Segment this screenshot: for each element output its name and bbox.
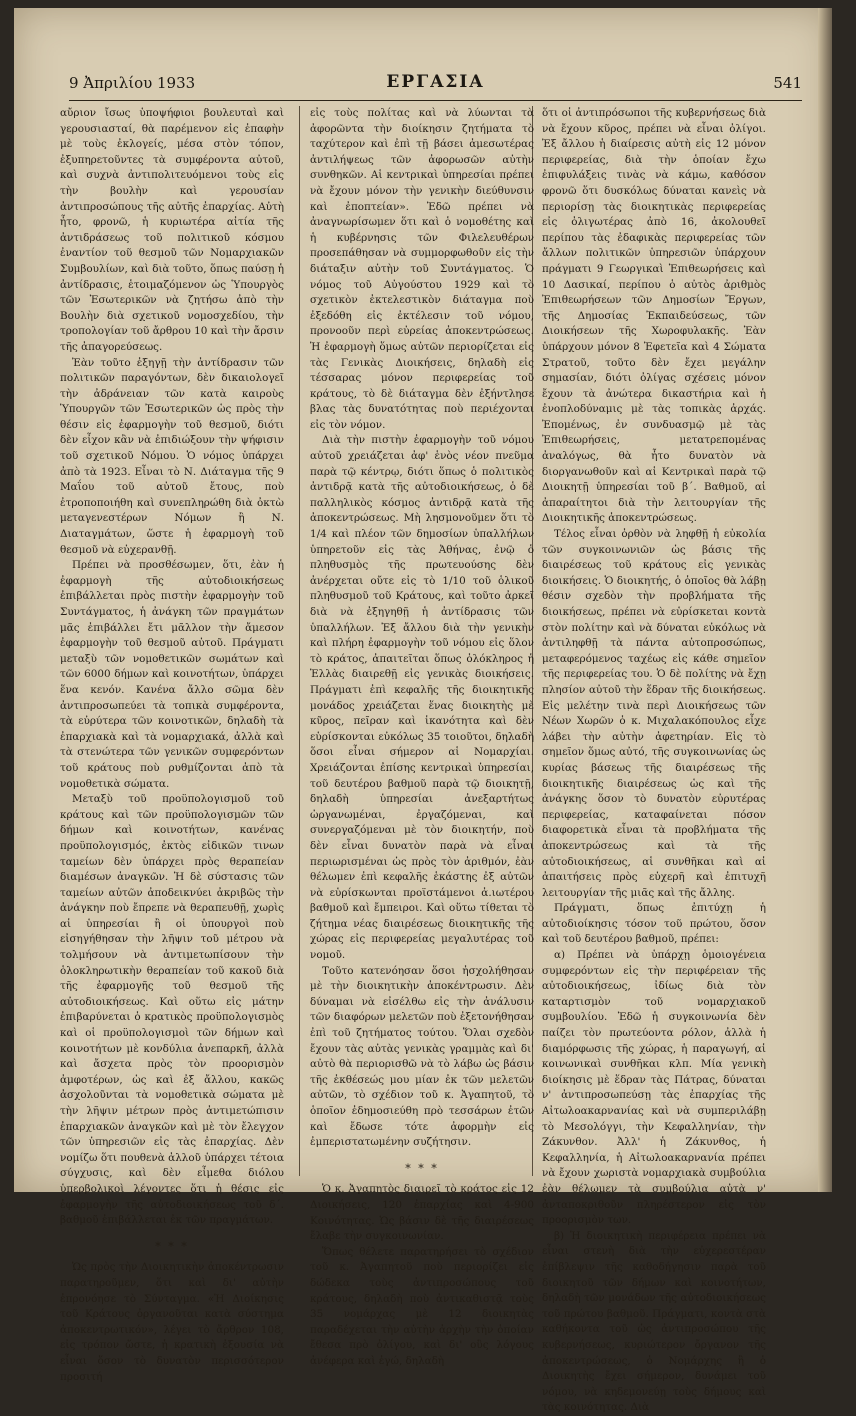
paragraph: Πρέπει νὰ προσθέσωμεν, ὅτι, ἐὰν ἡ ἐφαρμογὴ τῆς αὐτοδιοικήσεως ἐπιβάλλεται πρὸς πιστὴν ἐφαρμογὴν τοῦ Συντάγματος, ἡ ἀνάγκη τῶν πραγμάτων μᾶς ἐπιβάλλει ἔτι μᾶλλον τὴν ἄμεσον ἐφαρμογὴν τοῦ θεσμοῦ αὐτοῦ. Πράγματι μεταξὺ τῶν νομοθετικῶν σωμάτων καὶ τῶν 6000 δήμων καὶ κοινοτήτων, ὑπάρχει ἕνα κενόν. Κανένα ἄλλο σῶμα δὲν ἀντιπροσωπεύει τὰ τοπικὰ συμφέροντα, τὰ εὐρύτερα τῶν κοινοτικῶν, δηλαδὴ τὰ ἐπαρχιακὰ καὶ τὰ νομαρχιακά, ἀλλὰ καὶ τὰ στενώτερα τῶν γενικῶν συμφερόντων τοῦ κράτους ποὺ ρυθμίζονται ἀπὸ τὰ νομοθετικὰ σώματα. bbox=[60, 559, 284, 790]
header-date: 9 Ἀπριλίου 1933 bbox=[69, 74, 196, 92]
paragraph: Μεταξὺ τοῦ προϋπολογισμοῦ τοῦ κράτους καὶ τῶν προϋπολογισμῶν τῶν δήμων καὶ κοινοτήτων, κανένας προϋπολογισμός, ἐκτὸς εἰδικῶν τινων ταμείων δὲν ὑπάρχει πρὸς θεραπείαν διαμέσων ἀναγκῶν. Ἡ δὲ σύστασις τῶν ταμείων αὐτῶν ἀποδεικνύει ἀκριβῶς τὴν ἀνάγκην ποὺ ἔπρεπε νὰ θεραπευθῇ, χωρὶς αἱ ὑπηρεσίαι ἢ οἱ ὑπουργοὶ ποὺ εἰσηγήθησαν τὴν λῆψιν τοῦ μέτρου νὰ τολμήσουν νὰ ἀντιμετωπίσουν τὴν ὁλοκληρωτικὴν θεραπείαν τοῦ κακοῦ διὰ τῆς ἐφαρμογῆς τοῦ θεσμοῦ τῆς αὐτοδιοικήσεως. Καὶ οὕτω εἰς μάτην ἐπιβαρύνεται ὁ κρατικὸς προϋπολογισμὸς καὶ οἱ προϋπολογισμοὶ τῶν δήμων καὶ κοινοτήτων μὲ κονδύλια ἀνεπαρκῆ, ἀλλὰ καὶ ἄσχετα πρὸς τὸν προορισμὸν ἀμφοτέρων, ὡς καὶ ἐξ ἄλλου, κακῶς ἀσχολοῦνται τὰ νομοθετικὰ σώματα μὲ τὴν λῆψιν μέτρων πρὸς ἀντιμετώπισιν ἐπαρχιακῶν ἀναγκῶν καὶ μὲ τὸν ἔλεγχον τῶν ὑπηρεσιῶν εἰς τὰς ἐπαρχίας. Δὲν νομίζω ὅτι πουθενὰ ἀλλοῦ ὑπάρχει τέτοια σύγχυσις, καὶ δὲν εἶμεθα διόλου ὑπερβολικοὶ λέγοντες ὅτι ἡ θέσις εἰς ἐφαρμογὴν τῆς αὐτοδιοικήσεως τοῦ δ΄. βαθμοῦ ἐπιβάλλεται ἐκ τῶν πραγμάτων. bbox=[60, 793, 284, 1227]
paragraph: ὅτι οἱ ἀντιπρόσωποι τῆς κυβερνήσεως διὰ νὰ ἔχουν κῦρος, πρέπει νὰ εἶναι ὀλίγοι. Ἐξ ἄλλου ἡ διαίρεσις αὐτὴ εἰς 12 μόνον περιφερείας, διὰ τὴν ὁποίαν ἔχω ἐπιφυλάξεις τινὰς νὰ κάμω, καθόσον φρονῶ ὅτι δυσκόλως δύναται κανεὶς νὰ περιορίσῃ τὰς διοικητικὰς περιφερείας εἰς ὀλιγωτέρας ἀπὸ 16, ἀκολουθεῖ περίπου τὰς ἐδαφικὰς περιφερείας τῶν ἄλλων πολιτικῶν ὑπηρεσιῶν ὑπάρχουν πράγματι 9 Γεωργικαὶ Ἐπιθεωρήσεις καὶ 10 Δασικαί, περίπου ὁ αὐτὸς ἀριθμὸς Ἐπιθεωρήσεων τῶν Δημοσίων Ἔργων, τῆς Δημοσίας Ἐκπαιδεύσεως, τῶν Διοικήσεων τῆς Χωροφυλακῆς. Ἐὰν ὑπάρχουν μόνον 8 Ἐφετεῖα καὶ 4 Σώματα Στρατοῦ, τοῦτο δὲν ἔχει μεγάλην σημασίαν, διότι ὀλίγας σχέσεις μόνον ἔχουν τὰ ἀνώτερα δικαστήρια καὶ ἡ ἐνοπλοδύναμις μὲ τὰς τοπικὰς ἀρχάς. Ἐπομένως, ἐν συνδυασμῷ μὲ τὰς Ἐπιθεωρήσεις, μετατρεπομένας ἀναλόγως, θὰ ἦτο δυνατὸν νὰ διοργανωθοῦν καὶ αἱ Κεντρικαὶ παρὰ τῷ Διοικητῇ ὑπηρεσίαι τοῦ β΄. Βαθμοῦ, αἱ ἀπαραίτητοι διὰ τὴν λειτουργίαν τῆς Διοικητικῆς ἀποκεντρώσεως. bbox=[542, 107, 766, 525]
page-edge-shadow bbox=[818, 8, 832, 1192]
paragraph: Τοῦτο κατενόησαν ὅσοι ἠσχολήθησαν μὲ τὴν διοικητικὴν ἀποκέντρωσιν. Δὲν δύναμαι νὰ εἰσέλθω εἰς τὴν ἀνάλυσιν τῶν διαφόρων μελετῶν ποὺ ἐξετονήθησαν ἐπὶ τοῦ ζητήματος τούτου. Ὅλαι σχεδὸν ἔχουν τὰς αὐτὰς γενικὰς γραμμὰς καὶ δι' αὐτὸ θὰ περιορισθῶ νὰ τὸ λάβω ὡς βάσιν τῆς ἐκθέσεώς μου μίαν ἐκ τῶν μελετῶν αὐτῶν, τὸ σχέδιον τοῦ κ. Ἀγαπητοῦ, τὸ ὁποῖον ἐδημοσιεύθη πρὸ τεσσάρων ἐτῶν καὶ ἔδωσε τότε ἀφορμὴν εἰς ἐμπεριστατωμένην συζήτησιν. bbox=[310, 964, 534, 1149]
text-column-3 bbox=[542, 106, 766, 1414]
paragraph: Πράγματι, ὅπως ἐπιτύχῃ ἡ αὐτοδιοίκησις τόσον τοῦ πρώτου, ὅσον καὶ τοῦ δευτέρου βαθμοῦ, πρέπει: bbox=[542, 902, 766, 946]
paragraph: Ὁ κ. Ἀγαπητὸς διαιρεῖ τὸ κράτος εἰς 12 Διοικήσεις, 120 ἐπαρχίας καὶ 4-900 Κοινότητας. Ὡς βάσιν δὲ τῆς διαιρέσεως ἔλαβε τὴν συγκοινωνίαν. bbox=[310, 1183, 534, 1243]
text-column-1 bbox=[60, 106, 284, 1383]
page-number: 541 bbox=[773, 74, 802, 92]
paragraph: Ὅπως θέλετε παρατηρήσει τὸ σχέδιον τοῦ κ. Ἀγαπητοῦ ποὺ περιορίζει εἰς δώδεκα τοὺς ἀντιπροσώπους τοῦ κράτους, δηλαδὴ ποὺ ἀντικαθιστᾷ τοὺς 35 νομάρχας μὲ 12 διοικητὰς παραδέχεται τὴν αὐτὴν ἀρχὴν τὴν ὁποίαν ἔθεσα πρὸ ὀλίγου, καὶ δι' οὓς λόγους ἀνέφερα καὶ ἐγώ, δηλαδὴ bbox=[310, 1245, 534, 1367]
section-separator: * * * bbox=[155, 1239, 189, 1253]
header-rule bbox=[69, 100, 802, 101]
section-separator: * * * bbox=[405, 1161, 439, 1175]
header-title: ΕΡΓΑΣΙΑ bbox=[386, 72, 485, 92]
paragraph: αὔριον ἴσως ὑποψήφιοι βουλευταὶ καὶ γερουσιασταί, θὰ παρέμενον εἰς ἐπαφὴν μὲ τοὺς ἐκλογείς, μέσα στὸν τόπον, ἐξυπηρετοῦντες τὰ συμφέροντα αὐτοῦ, καὶ συχνὰ ἀντιπολιτευόμενοι τοὺς εἰς τὴν βουλὴν καὶ γερουσίαν ἀντιπροσώπους τῆς αὐτῆς ἐπαρχίας. Αὐτὴ ἦτο, φρονῶ, ἡ κυριωτέρα αἰτία τῆς ἀντιδράσεως τοῦ πολιτικοῦ κόσμου ἐναντίον τοῦ θεσμοῦ τῶν Νομαρχιακῶν Συμβουλίων, καὶ διὰ τοῦτο, ὅπως παύσῃ ἡ ἀντίδρασις, ἑτοιμαζόμενον ὡς Ὑπουργὸς τῶν Ἐσωτερικῶν νὰ ζητήσω ἀπὸ τὴν Βουλὴν διὰ σχετικοῦ νομοσχεδίου, τὴν τροπολογίαν τοῦ ἄρθρου 10 καὶ τὴν ἄρσιν τῆς ἀπαγορεύσεως. bbox=[60, 107, 284, 353]
paragraph: Ὡς πρὸς τὴν Διοικητικὴν ἀποκέντρωσιν παρατηροῦμεν, ὅτι καὶ δι' αὐτὴν ἐπρονόησε τὸ Σύνταγμα. «Ἡ Διοίκησις τοῦ Κράτους ὀργανοῦται κατὰ σύστημα ἀποκεντρωτικόν», λέγει τὸ ἄρθρον 108, εἰς τρόπον ὥστε, ἡ κρατικὴ ἐξουσία νὰ εἶναι ὅσον τὸ δυνατὸν περισσότερον προσιτή bbox=[60, 1261, 284, 1383]
paragraph: Ἐὰν τοῦτο ἐξηγῇ τὴν ἀντίδρασιν τῶν πολιτικῶν παραγόντων, δὲν δικαιολογεῖ τὴν ἀδράνειαν τῶν κατὰ καιροὺς Ὑπουργῶν τῶν Ἐσωτερικῶν ὡς πρὸς τὴν θέσιν εἰς ἐφαρμογὴν τοῦ θεσμοῦ, διότι δὲν εἶχον κἂν νὰ ἐπιδιώξουν τὴν ψήφισιν τοῦ σχετικοῦ Νόμου. Ὁ νόμος ὑπάρχει ἀπὸ τὰ 1923. Εἶναι τὸ Ν. Διάταγμα τῆς 9 Μαΐου τοῦ αὐτοῦ ἔτους, ποὺ ἐτροποποιήθη καὶ συνεπληρώθη διὰ ὀκτὼ μεταγενεστέρων Νόμων ἢ Ν. Διαταγμάτων, ὥστε ἡ ἐφαρμογὴ τοῦ θεσμοῦ νὰ εὐχερανθῇ. bbox=[60, 356, 284, 556]
page-header bbox=[69, 74, 802, 98]
paragraph: Τέλος εἶναι ὀρθὸν νὰ ληφθῇ ἡ εὐκολία τῶν συγκοινωνιῶν ὡς βάσις τῆς διαιρέσεως τοῦ κράτους εἰς γενικὰς διοικήσεις. Ὁ διοικητής, ὁ ὁποῖος θὰ λάβῃ θέσιν σχεδὸν τὴν προβλήματα τῆς διοικήσεως, πρέπει νὰ εὑρίσκεται κοντὰ στὸν πολίτην καὶ νὰ δύναται εὐκόλως νὰ ἀντιληφθῇ τὰ πάντα αὐτοπροσώπως, μεταφερόμενος ταχέως εἰς κάθε σημεῖον τῆς περιφερείας του. Ὁ δὲ πολίτης νὰ ἔχῃ πλησίον αὐτοῦ τὴν ἕδραν τῆς διοικήσεως. Εἰς μελέτην τινὰ περὶ Διοικήσεως τῶν Νέων Χωρῶν ὁ κ. Μιχαλακόπουλος εἶχε λάβει τὴν αὐτὴν ἀφετηρίαν. Εἰς τὸ σημεῖον ὅμως αὐτό, τῆς συγκοινωνίας ὡς κυρίας βάσεως τῆς διαιρέσεως τῆς διοικητικῆς διαιρέσεως ὡς καὶ τῆς ἀνάγκης ὅσον τὸ δυνατὸν εὐρυτέρας περιφερείας, καταφαίνεται πόσον διαφορετικὰ εἶναι τὰ προβλήματα τῆς ἀποκεντρώσεως καὶ τὰ τῆς αὐτοδιοικήσεως, αἱ συνθῆκαι καὶ αἱ ἀπαιτήσεις πρὸς εὐχερῆ καὶ ἐπιτυχῆ λειτουργίαν τῆς μιᾶς καὶ τῆς ἄλλης. bbox=[542, 528, 766, 899]
paragraph: β) Ἡ διοικητικὴ περιφέρεια πρέπει νὰ εἶναι στενὴ διὰ τὴν εὐχερεστέραν ἐπίβλεψιν τῆς καθοδήγησιν παρὰ τοῦ διοικητοῦ τῶν δήμων καὶ κοινοτήτων, δηλαδὴ τῶν μονάδων τῆς αὐτοδιοικήσεως τοῦ πρώτου βαθμοῦ. Πράγματι, κοντὰ στὰ καθήκοντα τοῦ ὡς ἀντιπροσώπου τῆς κυβερνήσεως, κυριώτερον ὄργανον τῆς ἀποκεντρώσεως, ὁ Νομάρχης ἢ ὁ Διοικητὴς ἔχει σήμερον, δυνάμει τοῦ νόμου, νὰ κηδεμονεύῃ τοὺς δήμους καὶ τὰς κοινότητας. Διὰ bbox=[542, 1229, 766, 1414]
newspaper-page bbox=[14, 8, 832, 1414]
text-column-2 bbox=[310, 106, 534, 1367]
paragraph: Διὰ τὴν πιστὴν ἐφαρμογὴν τοῦ νόμου αὐτοῦ χρειάζεται ἀφ' ἑνὸς νέον πνεῦμα παρὰ τῷ κέντρῳ, διότι ὅπως ὁ πολιτικὸς ἀντιδρᾷ κατὰ τῆς αὐτοδιοικήσεως, ὁ δὲ παλληλικὸς κόσμος ἀντιδρᾷ κατὰ τῆς ἀποκεντρώσεως. Μὴ λησμονοῦμεν ὅτι τὸ 1/4 καὶ πλέον τῶν δημοσίων ὑπαλλήλων ὑπηρετοῦν εἰς τὰς Ἀθήνας, ἐνῷ ὁ πληθυσμὸς τῆς πρωτευούσης δὲν ἀνέρχεται οὔτε εἰς τὸ 1/10 τοῦ ὁλικοῦ πληθυσμοῦ τοῦ Κράτους, καὶ τοῦτο ἀρκεῖ διὰ νὰ ἐξηγηθῇ ἡ ἀντίδρασις τῶν ὑπαλλήλων. Ἐξ ἄλλου διὰ τὴν γενικὴν καὶ πλήρη ἐφαρμογὴν τοῦ νόμου εἰς ὅλον τὸ κράτος, ἀπαιτεῖται ὅπως ὁλόκληρος ἡ Ἑλλὰς διαιρεθῇ εἰς γενικὰς διοικήσεις. Πράγματι ἐπὶ κεφαλῆς τῆς διοικητικῆς μονάδος χρειάζεται ἕνας διοικητὴς μὲ κῦρος, πεῖραν καὶ ἱκανότητα καὶ δὲν εὑρίσκονται εὐκόλως 35 τοιοῦτοι, δηλαδὴ ὅσοι εἶναι σήμερον αἱ Νομαρχίαι. Χρειάζονται ἐπίσης κεντρικαὶ ὑπηρεσίαι, τοῦ δευτέρου βαθμοῦ παρὰ τῷ διοικητῇ, δηλαδὴ ὑπηρεσίαι ἀνεξαρτήτως ὠργανωμέναι, ἐργαζόμεναι, καὶ συνεργαζόμεναι μὲ τὸν διοικητήν, ποὺ δὲν εἶναι δυνατὸν παρὰ νὰ εἶναι περιωρισμέναι ὡς πρὸς τὸν ἀριθμόν, ἐὰν θέλωμεν ἐπὶ κεφαλῆς ἑκάστης ἐξ αὐτῶν νὰ εὑρίσκωνται προϊστάμενοι ἀ.ιωτέρου βαθμοῦ καὶ ἔμπειροι. Καὶ οὕτω τίθεται τὸ ζήτημα νέας διαιρέσεως διοικητικῆς τῆς χώρας εἰς περιφερείας μεγαλυτέρας τοῦ νομοῦ. bbox=[310, 434, 534, 962]
paragraph: α) Πρέπει νὰ ὑπάρχῃ ὁμοιογένεια συμφερόντων εἰς τὴν περιφέρειαν τῆς αὐτοδιοικήσεως, ἰδίως διὰ τὸν καταρτισμὸν τοῦ νομαρχιακοῦ συμβουλίου. Ἐδῶ ἡ συγκοινωνία δὲν παίζει τὸν πρωτεύοντα ρόλον, ἀλλὰ ἡ διαμόρφωσις τῆς χώρας, ἡ παραγωγή, αἱ κοινωνικαὶ συνθῆκαι κλπ. Μία γενικὴ διοίκησις μὲ ἕδραν τὰς Πάτρας, δύναται ν' ἀντιπροσωπεύσῃ τὰς ἐπαρχίας τῆς Αἰτωλοακαρνανίας καὶ νὰ συμπεριλάβῃ τὸ Μεσολόγγι, τὴν Κεφαλληνίαν, τὴν Ζάκυνθον. Ἀλλ' ἡ Ζάκυνθος, ἡ Κεφαλληνία, ἡ Αἰτωλοακαρνανία πρέπει νὰ ἔχουν χωριστὰ νομαρχιακὰ συμβούλια ἐὰν θέλωμεν τὰ συμβούλια αὐτὰ ν' ἀνταποκριθοῦν πληρέστερον εἰς τὸν προορισμὸν των. bbox=[542, 949, 766, 1227]
column-divider bbox=[299, 106, 300, 1176]
paragraph: εἰς τοὺς πολίτας καὶ νὰ λύωνται τὰ ἀφορῶντα τὴν διοίκησιν ζητήματα τὸ ταχύτερον καὶ ἐπὶ τῇ βάσει ἀμεσωτέρας ἀντιλήψεως τῶν ἀφορωσῶν αὐτὴν συνθηκῶν. Αἱ κεντρικαὶ ὑπηρεσίαι πρέπει νὰ ἔχουν μόνον τὴν γενικὴν διεύθυνσιν καὶ ἐποπτείαν». Ἐδῶ πρέπει νὰ ἀναγνωρίσωμεν ὅτι καὶ ὁ νομοθέτης καὶ ἡ κυβέρνησις τῶν Φιλελευθέρων προσεπάθησαν νὰ συμμορφωθοῦν εἰς τὴν διάταξιν αὐτὴν τοῦ Συντάγματος. Ὁ νόμος τοῦ Αὐγούστου 1929 καὶ τὸ σχετικὸν ἐκτελεστικὸν διάταγμα ποὺ ἐξεδόθη εἰς ἐκτέλεσιν τοῦ νόμου, προνοοῦν περὶ εὐρείας ἀποκεντρώσεως. Ἡ ἐφαρμογὴ ὅμως αὐτῶν περιορίζεται εἰς τὰς Γενικὰς Διοικήσεις, δηλαδὴ εἰς τέσσαρας μόνον περιφερείας τοῦ κράτους, τὸ δὲ διάταγμα δὲν ἐξήντλησε βλας τὰς δυνατότητας ποὺ περιέχονται εἰς τὸν νόμον. bbox=[310, 107, 534, 431]
